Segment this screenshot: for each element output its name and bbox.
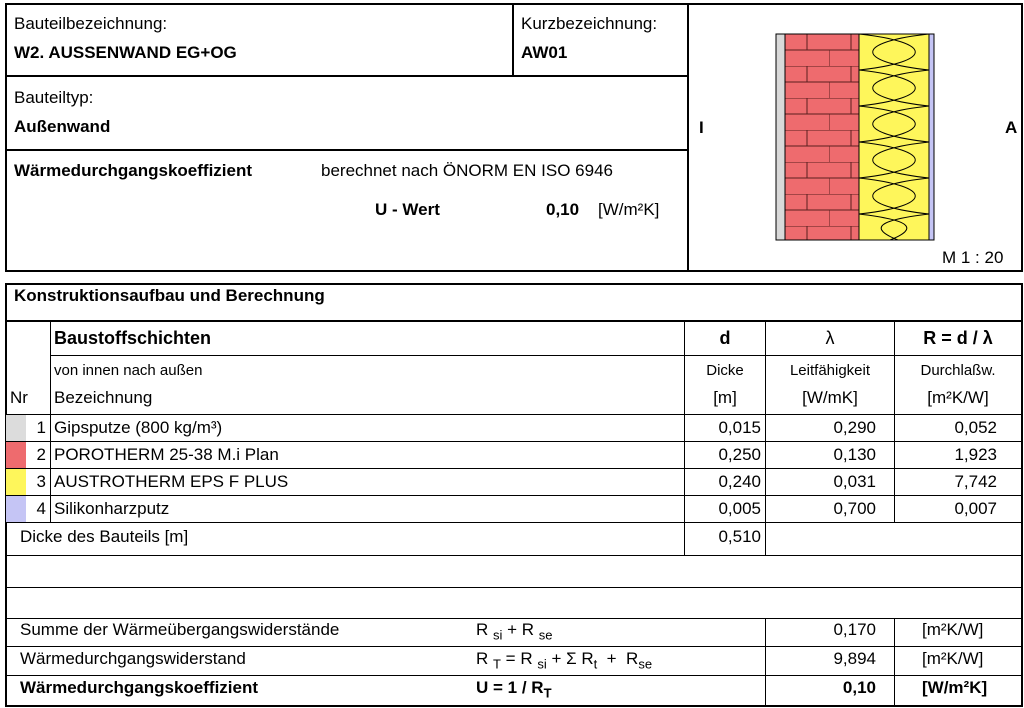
bauteiltyp-value: Außenwand — [14, 117, 111, 136]
bauteil-value: W2. AUSSENWAND EG+OG — [14, 43, 237, 62]
lambda-unit-heading: [W/mK] — [802, 388, 858, 407]
order-note: von innen nach außen — [54, 362, 203, 379]
layer-name: POROTHERM 25-38 M.i Plan — [54, 445, 279, 464]
thickness-bottom-line — [6, 555, 1022, 556]
layer-conductivity: 0,031 — [833, 472, 876, 491]
uwert-unit: [W/m²K] — [598, 200, 660, 219]
results-row-line-1 — [6, 646, 1022, 647]
total-thickness-label: Dicke des Bauteils [m] — [20, 527, 189, 546]
section-title: Konstruktionsaufbau und Berechnung — [14, 286, 325, 305]
kurz-label: Kurzbezeichnung: — [521, 14, 658, 33]
insulation-layer — [859, 34, 929, 240]
coefficient-heading: Wärmedurchgangskoeffizient — [14, 161, 253, 180]
outside-marker: A — [1005, 118, 1018, 137]
surface-resistance-value: 0,170 — [833, 620, 876, 639]
coefficient-method: berechnet nach ÖNORM EN ISO 6946 — [321, 161, 613, 180]
col-line-name — [50, 321, 51, 522]
results-col-line-2 — [894, 618, 895, 706]
header-divider-kurz — [512, 4, 514, 76]
layer-conductivity: 0,130 — [833, 445, 876, 464]
surface-resistance-label: Summe der Wärmeübergangswiderstände — [20, 620, 340, 639]
plaster-layer — [776, 34, 785, 240]
scale-label: M 1 : 20 — [942, 248, 1004, 267]
surface-resistance-formula: R $_{si}$ + R $_{se}$ — [476, 620, 553, 643]
inside-marker: I — [699, 118, 704, 137]
empty-row-line — [6, 587, 1022, 588]
layer-color-swatch — [6, 469, 26, 495]
row-line — [6, 468, 1022, 469]
layer-resistance: 0,007 — [954, 499, 997, 518]
layer-color-swatch — [6, 415, 26, 441]
layer-conductivity: 0,700 — [833, 499, 876, 518]
layer-thickness: 0,250 — [718, 445, 761, 464]
layer-nr: 4 — [36, 499, 46, 518]
header-line-2 — [6, 149, 688, 151]
wall-section-drawing — [770, 28, 940, 243]
section-title-line — [6, 320, 1022, 322]
layer-color-swatch — [6, 442, 26, 468]
nr-heading: Nr — [10, 388, 28, 407]
u-value-unit: [W/m²K] — [922, 678, 988, 697]
col-d-heading: d — [719, 328, 731, 348]
results-row-line-2 — [6, 675, 1022, 676]
thermal-resistance-label: Wärmedurchgangswiderstand — [20, 649, 246, 668]
lambda-sub-heading: Leitfähigkeit — [789, 362, 871, 379]
kurz-value: AW01 — [521, 43, 568, 62]
header-bottom-line — [6, 414, 1022, 415]
total-thickness-value: 0,510 — [718, 527, 761, 546]
uwert-value: 0,10 — [546, 200, 580, 219]
finish-layer — [929, 34, 934, 240]
layer-resistance: 0,052 — [954, 418, 997, 437]
r-sub-heading: Durchlaßw. — [920, 362, 996, 379]
name-heading: Bezeichnung — [54, 388, 153, 407]
layer-name: AUSTROTHERM EPS F PLUS — [54, 472, 289, 491]
layer-resistance: 7,742 — [954, 472, 997, 491]
header-sub-line — [51, 355, 1022, 356]
surface-resistance-unit: [m²K/W] — [922, 620, 984, 639]
col-line-lambda — [765, 321, 766, 555]
layer-nr: 3 — [36, 472, 46, 491]
u-value-formula: $U = 1 / R_T$ — [476, 678, 552, 701]
row-line — [6, 441, 1022, 442]
d-unit-heading: [m] — [713, 388, 737, 407]
thermal-resistance-formula: R $_T$ = R $_{si}$ + Σ $R_t + R_{se}$ — [476, 649, 653, 672]
u-value-label: Wärmedurchgangskoeffizient — [20, 678, 259, 697]
row-line — [6, 522, 1022, 523]
thermal-resistance-value: 9,894 — [833, 649, 876, 668]
layer-thickness: 0,240 — [718, 472, 761, 491]
brick-layer — [785, 34, 859, 240]
layer-thickness: 0,005 — [718, 499, 761, 518]
col-r-heading: R = d / λ — [923, 328, 993, 348]
col-lambda-heading: λ — [825, 328, 835, 348]
uwert-label: U - Wert — [375, 200, 440, 219]
bauteil-label: Bauteilbezeichnung: — [14, 14, 168, 33]
layer-nr: 2 — [36, 445, 46, 464]
thermal-resistance-unit: [m²K/W] — [922, 649, 984, 668]
empty-row-line-2 — [6, 618, 1022, 619]
layer-name: Silikonharzputz — [54, 499, 170, 518]
layer-nr: 1 — [36, 418, 46, 437]
header-divider-drawing — [687, 4, 689, 271]
d-sub-heading: Dicke — [706, 362, 744, 379]
layer-name: Gipsputze (800 kg/m³) — [54, 418, 223, 437]
layer-resistance: 1,923 — [954, 445, 997, 464]
header-line-1 — [6, 75, 688, 77]
u-value-value: 0,10 — [842, 678, 876, 697]
r-unit-heading: [m²K/W] — [927, 388, 989, 407]
col-layers-heading: Baustoffschichten — [54, 328, 212, 348]
col-line-d — [684, 321, 685, 555]
row-line — [6, 495, 1022, 496]
layer-conductivity: 0,290 — [833, 418, 876, 437]
bauteiltyp-label: Bauteiltyp: — [14, 88, 94, 107]
layer-color-swatch — [6, 496, 26, 522]
layer-thickness: 0,015 — [718, 418, 761, 437]
